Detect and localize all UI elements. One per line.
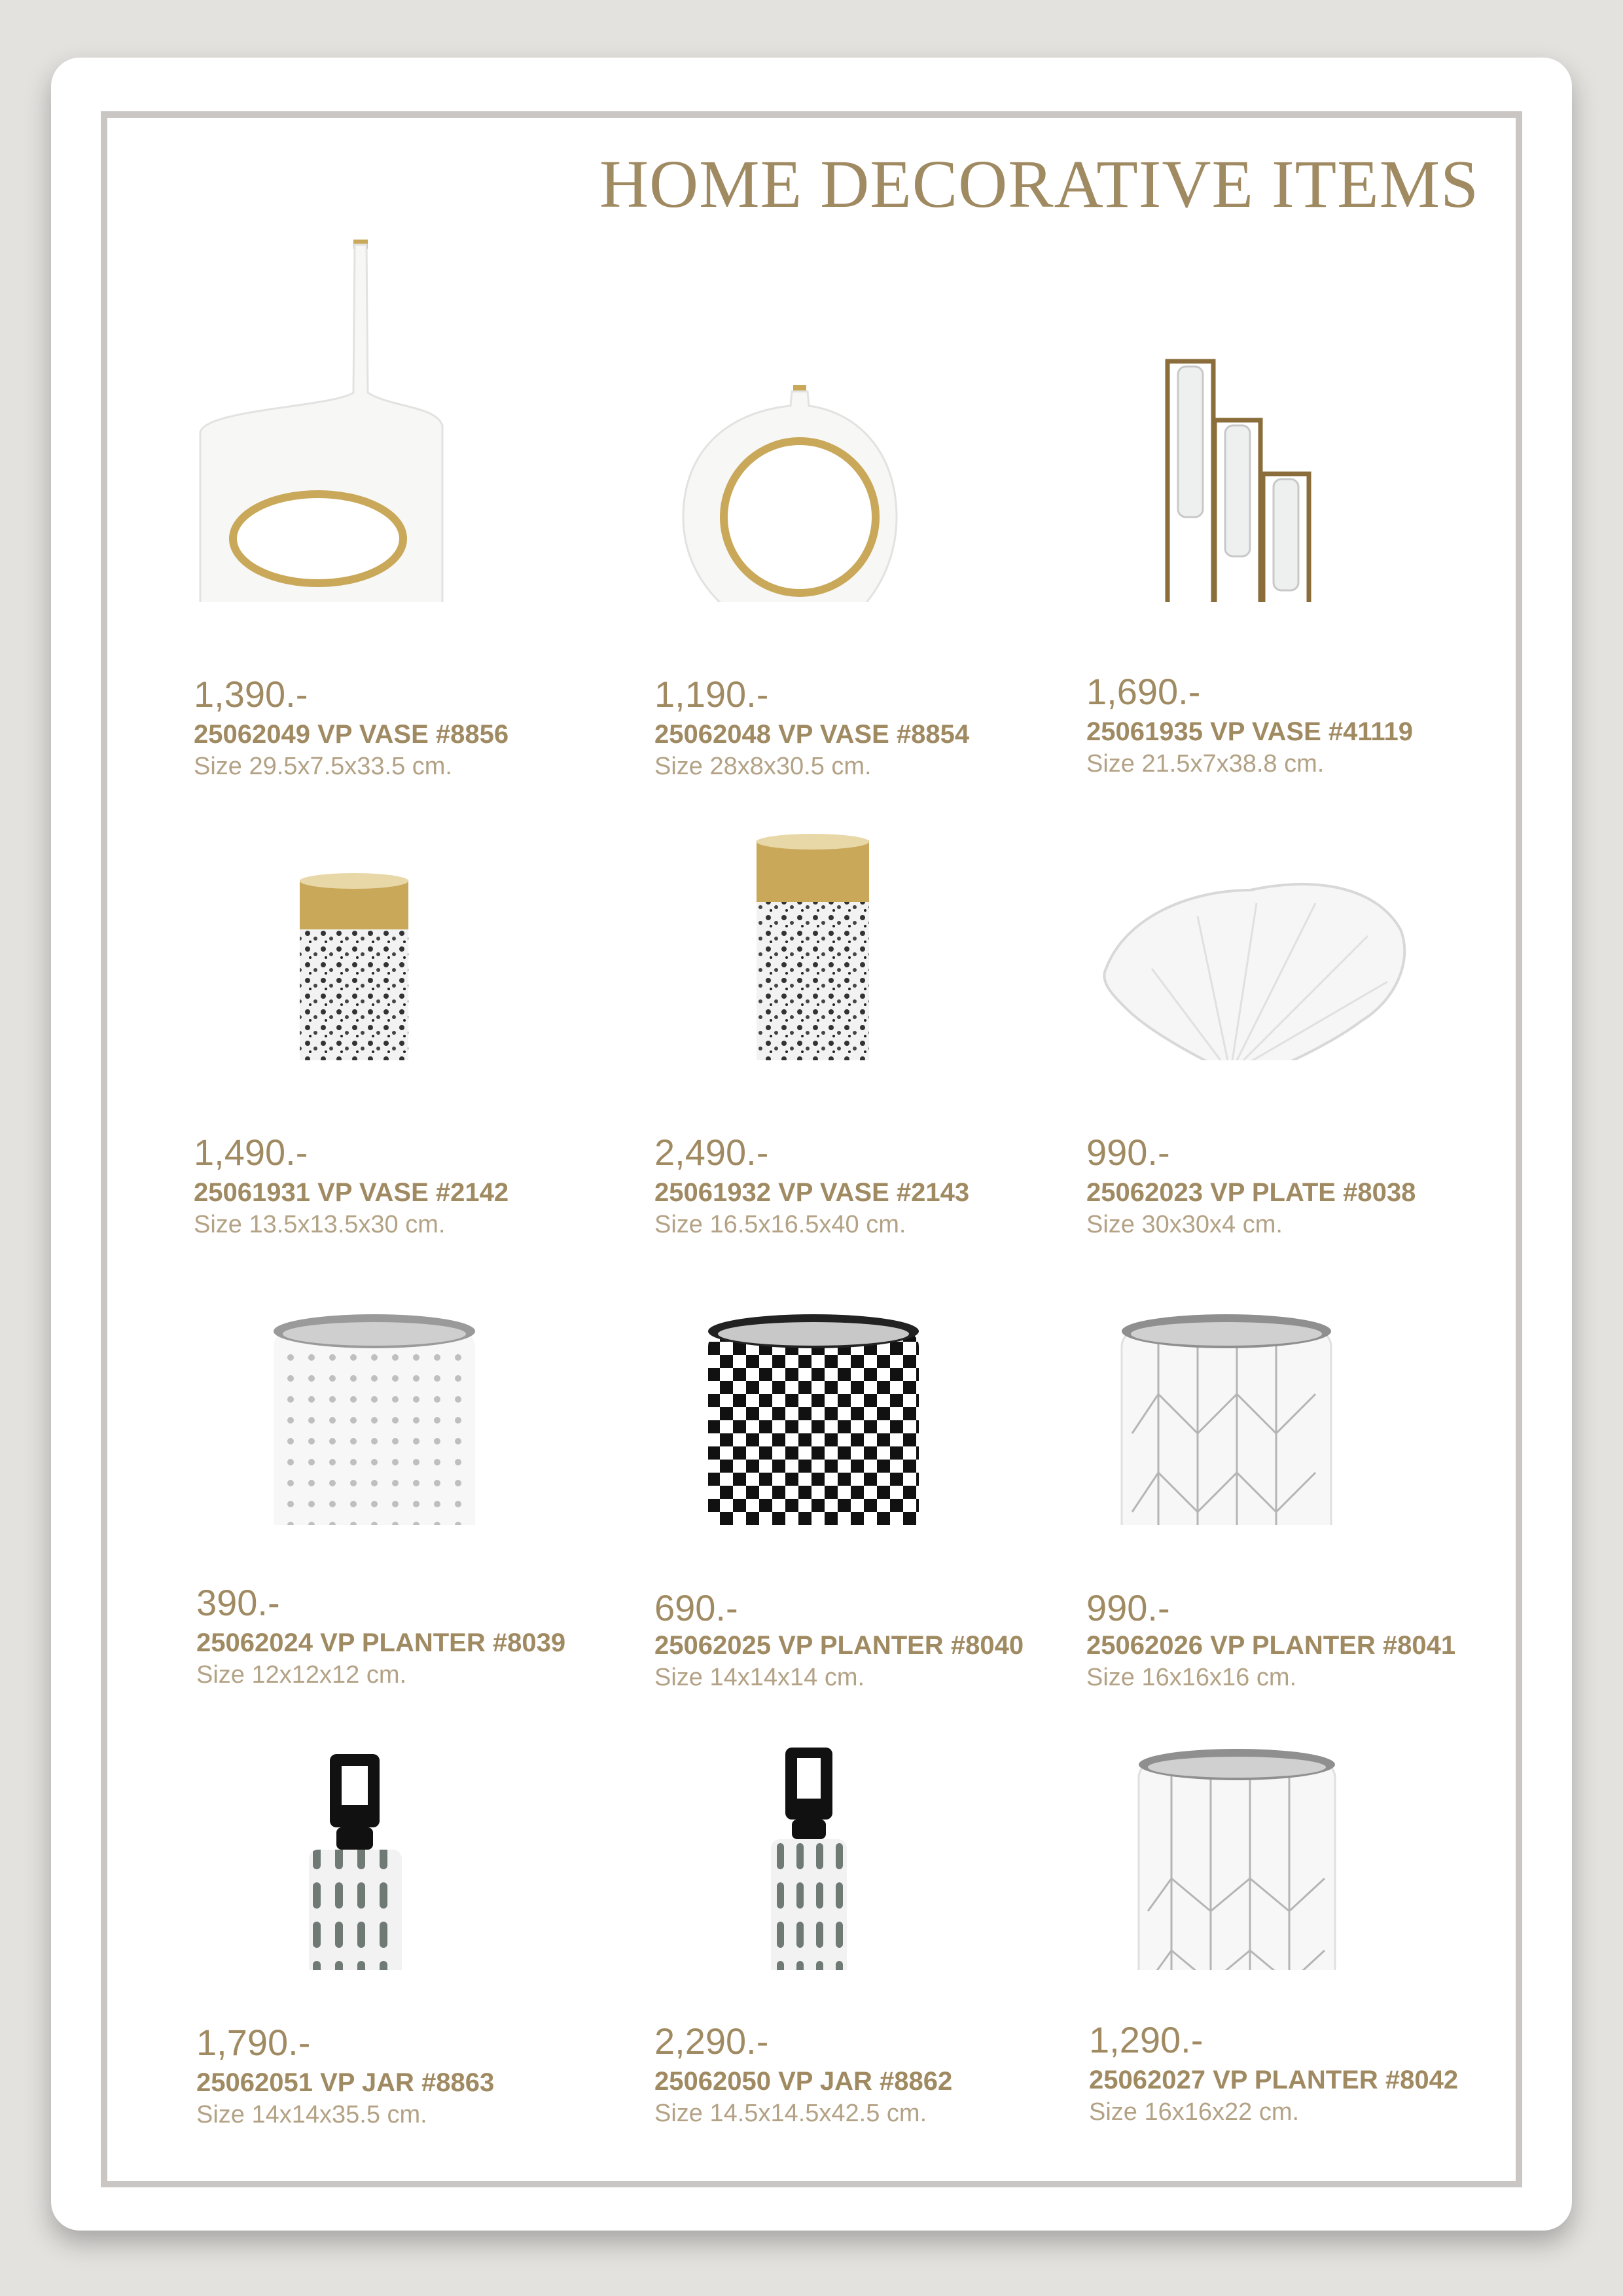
product-size: Size 16x16x22 cm. — [1089, 2098, 1300, 2126]
product-price: 1,690.- — [1086, 671, 1201, 712]
product-item — [1089, 1604, 1495, 2126]
product-code: 25061931 VP VASE #2142 — [194, 1178, 509, 1207]
product-item — [1086, 236, 1492, 778]
product-size: Size 16.5x16.5x40 cm. — [654, 1211, 906, 1238]
product-item — [196, 1158, 602, 1689]
glass-tube-vase-set-icon — [1086, 236, 1492, 602]
ginkgo-leaf-plate-icon — [1086, 694, 1492, 1060]
product-size: Size 14x14x35.5 cm. — [196, 2101, 427, 2128]
tall-geometric-line-planter-icon — [1089, 1604, 1495, 1970]
page-title: HOME DECORATIVE ITEMS — [599, 147, 1479, 222]
product-size: Size 21.5x7x38.8 cm. — [1086, 750, 1325, 778]
product-size: Size 29.5x7.5x33.5 cm. — [194, 753, 452, 780]
product-price: 1,390.- — [194, 673, 308, 715]
product-size: Size 14x14x14 cm. — [654, 1664, 865, 1691]
product-code: 25062051 VP JAR #8863 — [196, 2068, 495, 2097]
product-price: 1,790.- — [196, 2022, 311, 2063]
checkered-planter-icon — [654, 1158, 1060, 1525]
tall-patterned-jar-icon — [654, 1604, 1060, 1970]
product-code: 25062026 VP PLANTER #8041 — [1086, 1631, 1456, 1660]
product-item — [654, 1604, 1060, 2127]
product-item — [194, 694, 599, 1238]
dotted-planter-icon — [196, 1158, 602, 1525]
product-size: Size 28x8x30.5 cm. — [654, 753, 872, 780]
product-size: Size 13.5x13.5x30 cm. — [194, 1211, 446, 1238]
geometric-line-planter-icon — [1086, 1158, 1492, 1525]
product-code: 25061935 VP VASE #41119 — [1086, 717, 1413, 746]
product-price: 2,290.- — [654, 2020, 769, 2062]
product-code: 25062024 VP PLANTER #8039 — [196, 1628, 566, 1657]
product-item — [1086, 694, 1492, 1238]
product-code: 25062027 VP PLANTER #8042 — [1089, 2066, 1459, 2094]
product-code: 25062023 VP PLATE #8038 — [1086, 1178, 1416, 1207]
product-item — [196, 1604, 602, 2128]
white-round-vase-icon — [654, 236, 1060, 602]
tall-speckled-gold-rim-vase-icon — [654, 694, 1060, 1060]
product-price: 2,490.- — [654, 1132, 769, 1173]
product-size: Size 30x30x4 cm. — [1086, 1211, 1283, 1238]
product-item — [654, 236, 1060, 780]
product-price: 690.- — [654, 1587, 738, 1628]
product-price: 1,490.- — [194, 1132, 308, 1173]
product-price: 990.- — [1086, 1587, 1170, 1628]
product-code: 25062050 VP JAR #8862 — [654, 2067, 953, 2096]
product-item — [1086, 1158, 1492, 1691]
speckled-gold-rim-vase-icon — [194, 694, 599, 1060]
product-code: 25062049 VP VASE #8856 — [194, 720, 509, 749]
product-item — [654, 1158, 1060, 1691]
patterned-jar-icon — [196, 1604, 602, 1970]
white-rectangular-vase-icon — [194, 236, 599, 602]
product-size: Size 12x12x12 cm. — [196, 1661, 407, 1689]
product-code: 25062025 VP PLANTER #8040 — [654, 1631, 1024, 1660]
product-price: 990.- — [1086, 1132, 1170, 1173]
product-item — [194, 236, 599, 780]
product-price: 1,190.- — [654, 673, 769, 715]
product-size: Size 14.5x14.5x42.5 cm. — [654, 2100, 927, 2127]
product-price: 390.- — [196, 1582, 280, 1623]
product-price: 1,290.- — [1089, 2019, 1204, 2060]
product-code: 25061932 VP VASE #2143 — [654, 1178, 970, 1207]
product-code: 25062048 VP VASE #8854 — [654, 720, 970, 749]
product-size: Size 16x16x16 cm. — [1086, 1664, 1297, 1691]
product-item — [654, 694, 1060, 1238]
